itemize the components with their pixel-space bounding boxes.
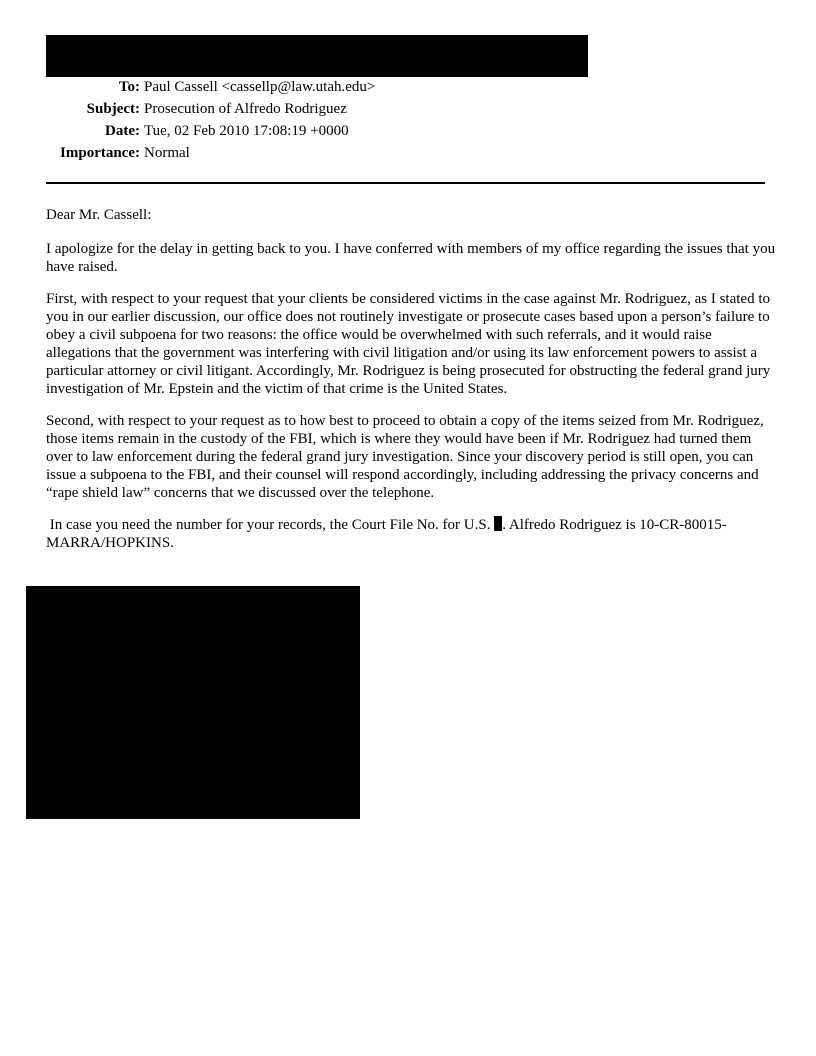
subject-label: Subject: [86,101,140,117]
redacted-block-top [46,35,588,77]
to-label: To: [118,79,140,95]
paragraph-1: I apologize for the delay in getting back to you. I have conferred with members of my office regarding the issues that you have raised. [46,241,776,275]
paragraph-3: Second, with respect to your request as to how best to proceed to obtain a copy of the items seized from Mr. Rodriguez, those items remain in the custody of the FBI, which is where they would have been if Mr. Rodriguez had turned them over to law enforcement during the federal grand jury investigation. Since your discovery period is still open, you can issue a subpoena to the FBI, and their counsel will respond accordingly, including addressing the privacy concerns and “rape shield law” concerns that we discussed over the telephone. [46,413,764,501]
greeting: Dear Mr. Cassell: [46,207,152,223]
email-body [46,206,776,566]
paragraph-4-end: . Alfredo Rodriguez is 10-CR-80015-MARRA/HOPKINS. [46,517,727,551]
paragraph-4 [46,516,776,552]
date-value: Tue, 02 Feb 2010 17:08:19 +0000 [144,123,349,139]
redacted-block-bottom [26,586,360,819]
header-to-row [46,76,375,98]
importance-label: Importance: [60,145,140,161]
header-divider [46,182,765,184]
to-value: Paul Cassell <cassellp@law.utah.edu> [144,79,376,95]
header-subject-row [46,98,375,120]
paragraph-2: First, with respect to your request that your clients be considered victims in the case against Mr. Rodriguez, as I stated to you in our earlier discussion, our office does not routinely investigate or prosecute cases based upon a person’s failure to obey a civil subpoena for two reasons: the office would be overwhelmed with such referrals, and it would raise allegations that the government was interfering with civil litigation and/or using its law enforcement powers to assist a particular attorney or civil litigant. Accordingly, Mr. Rodriguez is being prosecuted for obstructing the federal grand jury investigation of Mr. Epstein and the victim of that crime is the United States. [46,291,771,397]
header-importance-row [46,142,375,164]
date-label: Date: [105,123,140,139]
email-header [46,76,375,164]
subject-value: Prosecution of Alfredo Rodriguez [144,101,347,117]
header-date-row [46,120,375,142]
importance-value: Normal [144,145,190,161]
paragraph-4-start: In case you need the number for your records, the Court File No. for U.S. [46,517,495,533]
